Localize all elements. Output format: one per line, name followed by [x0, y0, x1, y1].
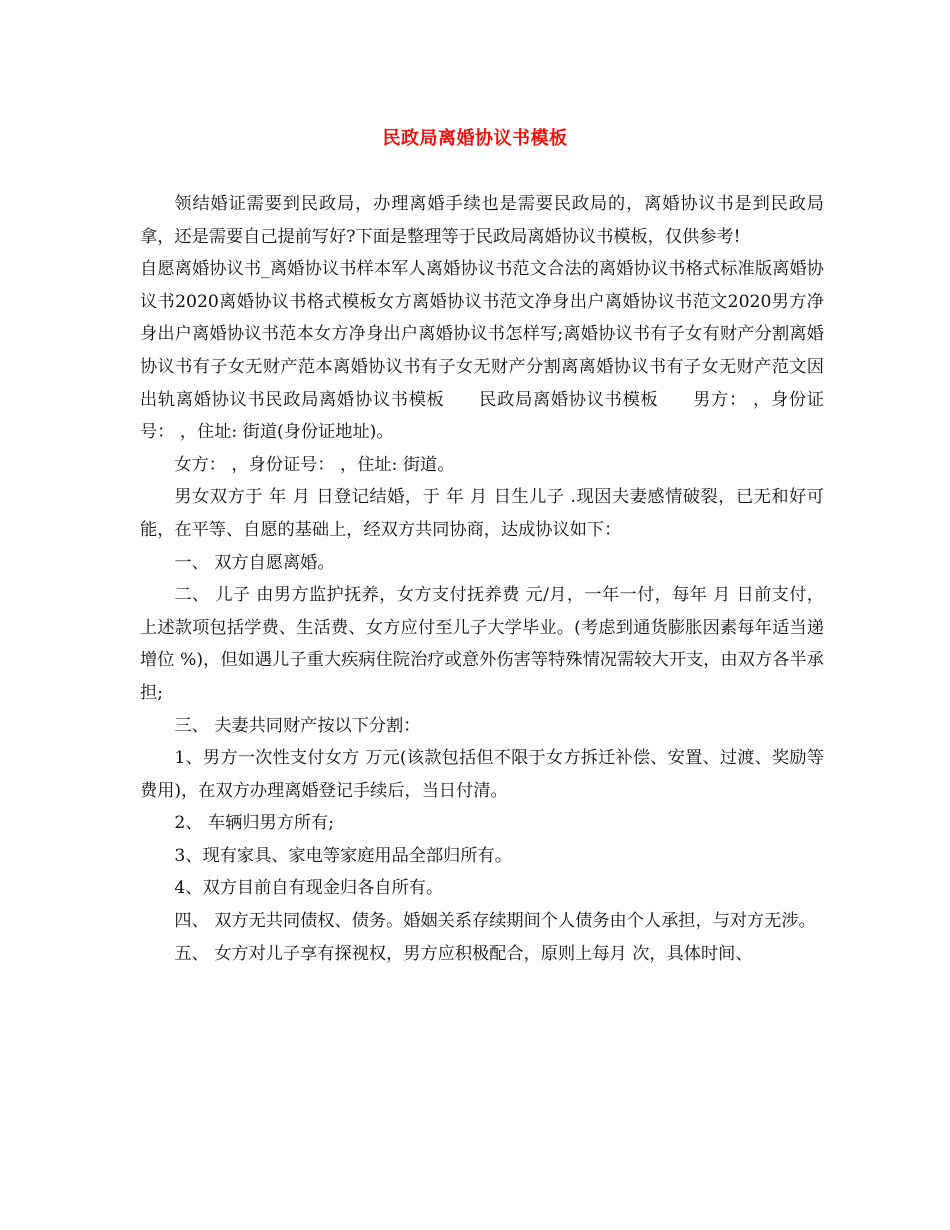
- clause-3-item-4: 4、双方目前自有现金归各自所有。: [174, 878, 444, 899]
- related-links-text: 自愿离婚协议书_离婚协议书样本军人离婚协议书范文合法的离婚协议书格式标准版离婚协议书2020离婚协议书格式模板女方离婚协议书范文净身出户离婚协议书范文2020男方净身出户离婚协议书范本女方净身出户离婚协议书怎样写;离婚协议书有子女有财产分割离婚协议书有子女无财产范本离婚协议书有子女无财产分割离离婚协议书有子女无财产范文因出轨离婚协议书民政局离婚协议书模板: [140, 259, 824, 410]
- document-title: 民政局离婚协议书模板: [382, 128, 568, 149]
- related-links-paragraph: [140, 253, 824, 449]
- intro-paragraph: 领结婚证需要到民政局，办理离婚手续也是需要民政局的，离婚协议书是到民政局拿，还是需要自己提前写好?下面是整理等于民政局离婚协议书模板，仅供参考!: [140, 194, 824, 247]
- female-party-line: 女方： ，身份证号： ，住址: 街道。: [174, 454, 455, 475]
- clause-2: 二、 儿子 由男方监护抚养，女方支付抚养费 元/月，一年一付，每年 月 日前支付，上述款项包括学费、生活费、女方应付至儿子大学毕业。(考虑到通货膨胀因素每年适当递增位 %)，但如遇儿子重大疾病住院治疗或意外伤害等特殊情况需较大开支，由双方各半承担;: [140, 585, 824, 703]
- clause-3: 三、 夫妻共同财产按以下分割：: [174, 715, 421, 736]
- clause-5: 五、 女方对儿子享有探视权，男方应积极配合，原则上每月 次，具体时间、: [174, 943, 753, 964]
- clause-3-item-2: 2、 车辆归男方所有;: [174, 813, 335, 834]
- document-body: [140, 188, 824, 970]
- agreement-paragraph: 男女双方于 年 月 日登记结婚，于 年 月 日生儿子 .现因夫妻感情破裂，已无和好可能，在平等、自愿的基础上，经双方共同协商，达成协议如下：: [140, 487, 824, 540]
- clause-3-item-3: 3、现有家具、家电等家庭用品全部归所有。: [174, 845, 512, 866]
- clause-3-item-1: 1、男方一次性支付女方 万元(该款包括但不限于女方拆迁补偿、安置、过渡、奖励等费用)，在双方办理离婚登记手续后，当日付清。: [140, 748, 824, 801]
- heading-repeat: 民政局离婚协议书模板: [478, 389, 659, 410]
- male-party-line: 男方： ，身份证号： ，住址: 街道(身份证地址)。: [140, 389, 824, 443]
- clause-1: 一、 双方自愿离婚。: [174, 552, 335, 573]
- clause-4: 四、 双方无共同债权、债务。婚姻关系存续期间个人债务由个人承担，与对方无涉。: [174, 911, 816, 932]
